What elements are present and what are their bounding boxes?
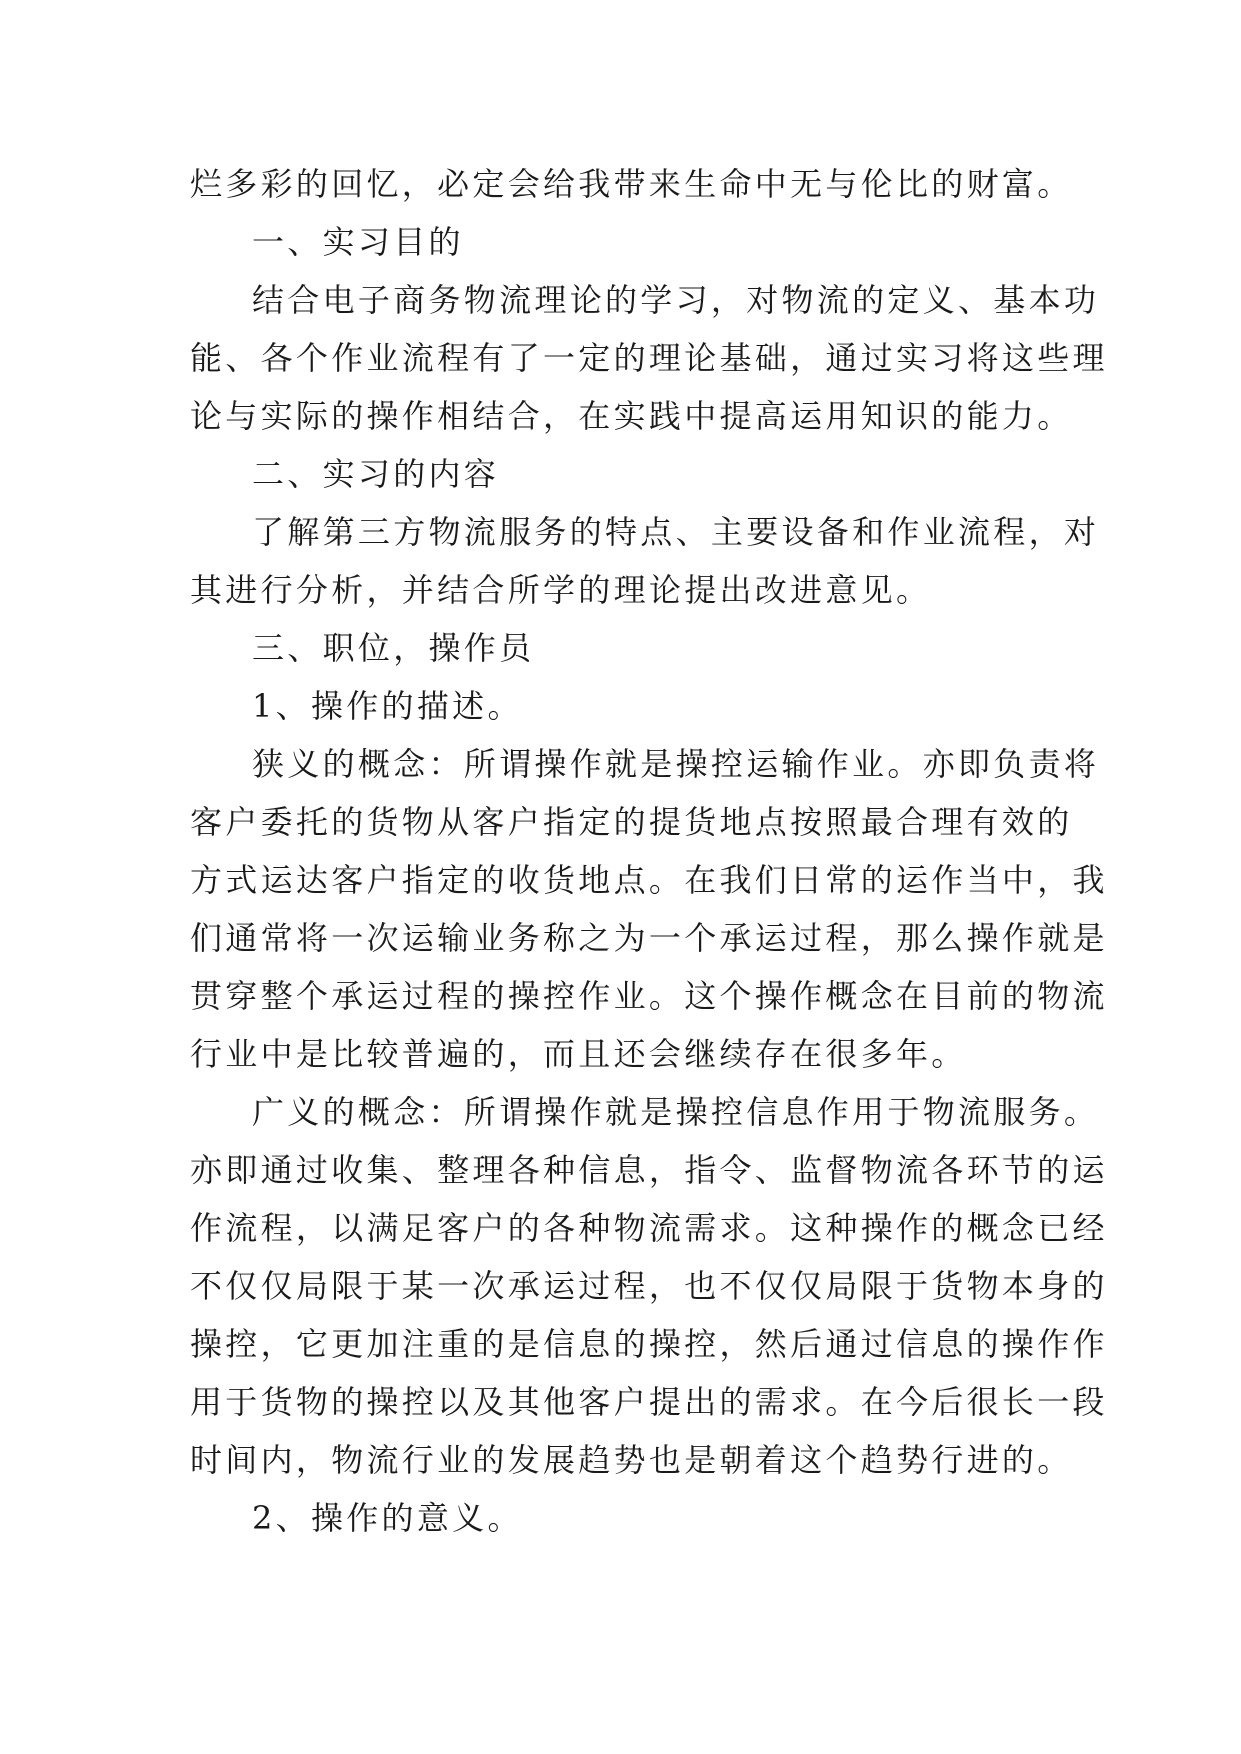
text-line: 操控，它更加注重的是信息的操控，然后通过信息的操作作 <box>190 1325 1108 1363</box>
subsection-heading: 1、操作的描述。 <box>252 687 523 725</box>
text-line: 广义的概念：所谓操作就是操控信息作用于物流服务。 <box>252 1093 1100 1131</box>
text-line: 烂多彩的回忆，必定会给我带来生命中无与伦比的财富。 <box>190 165 1073 203</box>
text-line: 行业中是比较普遍的，而且还会继续存在很多年。 <box>190 1035 967 1073</box>
text-line: 贯穿整个承运过程的操控作业。这个操作概念在目前的物流 <box>190 977 1108 1015</box>
text-line: 们通常将一次运输业务称之为一个承运过程，那么操作就是 <box>190 919 1108 957</box>
subsection-heading: 2、操作的意义。 <box>252 1499 523 1537</box>
text-line: 论与实际的操作相结合，在实践中提高运用知识的能力。 <box>190 397 1073 435</box>
text-line: 其进行分析，并结合所学的理论提出改进意见。 <box>190 571 932 609</box>
text-line: 结合电子商务物流理论的学习，对物流的定义、基本功 <box>252 281 1100 319</box>
text-line: 作流程，以满足客户的各种物流需求。这种操作的概念已经 <box>190 1209 1108 1247</box>
section-heading: 三、职位，操作员 <box>252 629 535 667</box>
text-line: 时间内，物流行业的发展趋势也是朝着这个趋势行进的。 <box>190 1441 1073 1479</box>
text-line: 亦即通过收集、整理各种信息，指令、监督物流各环节的运 <box>190 1151 1108 1189</box>
text-line: 了解第三方物流服务的特点、主要设备和作业流程，对 <box>252 513 1100 551</box>
text-line: 用于货物的操控以及其他客户提出的需求。在今后很长一段 <box>190 1383 1108 1421</box>
section-heading: 二、实习的内容 <box>252 455 500 493</box>
text-line: 不仅仅局限于某一次承运过程，也不仅仅局限于货物本身的 <box>190 1267 1108 1305</box>
section-heading: 一、实习目的 <box>252 223 464 261</box>
text-line: 能、各个作业流程有了一定的理论基础，通过实习将这些理 <box>190 339 1108 377</box>
text-line: 客户委托的货物从客户指定的提货地点按照最合理有效的 <box>190 803 1073 841</box>
text-line: 方式运达客户指定的收货地点。在我们日常的运作当中，我 <box>190 861 1108 899</box>
text-line: 狭义的概念：所谓操作就是操控运输作业。亦即负责将 <box>252 745 1100 783</box>
